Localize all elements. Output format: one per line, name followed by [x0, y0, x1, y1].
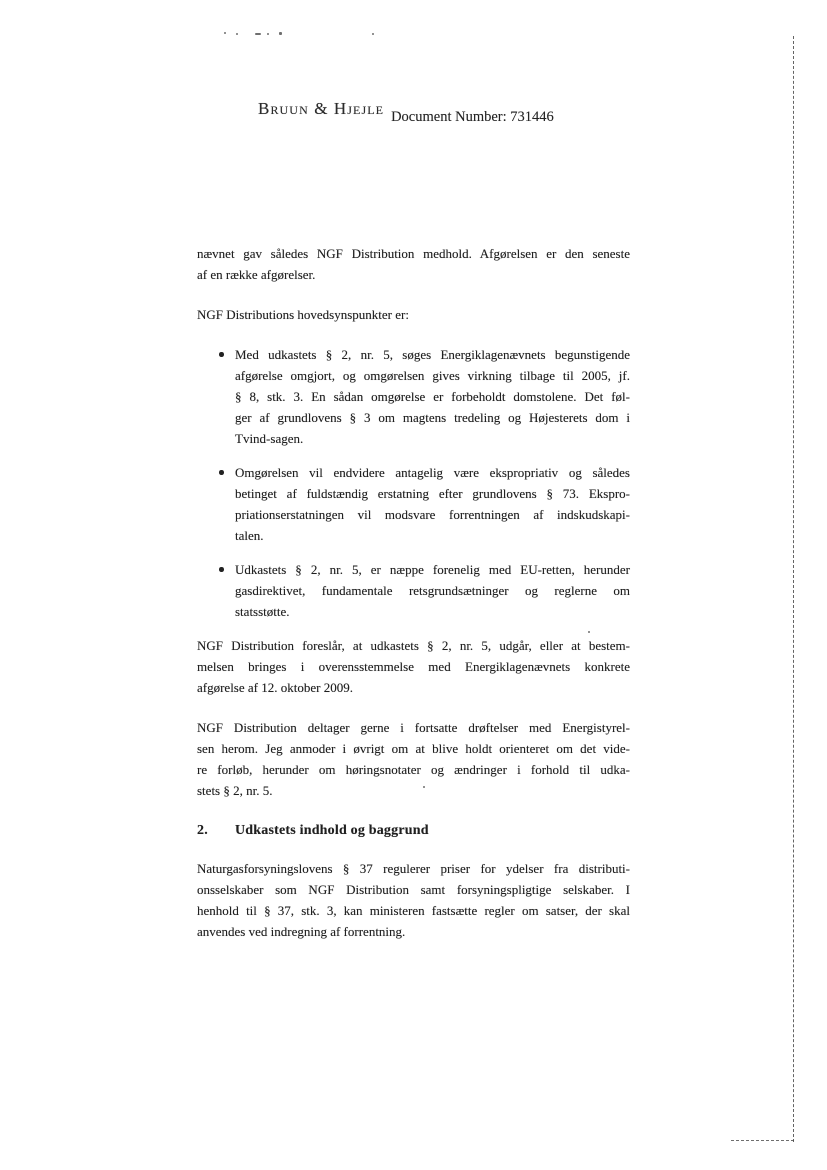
- text-line: NGF Distribution foreslår, at udkastets § 2, nr. 5, udgår, eller at bestem-: [197, 638, 630, 653]
- scan-speck: [236, 33, 238, 35]
- text-line: sen herom. Jeg anmoder i øvrigt om at blive holdt orienteret om det vide-: [197, 741, 630, 756]
- bullet-item: [197, 462, 630, 546]
- bullet-text: [235, 344, 630, 449]
- bullet-list: [197, 344, 630, 622]
- text-line: priationserstatningen vil modsvare forrentningen af indskudskapi-: [235, 507, 630, 522]
- text-line: afgørelse af 12. oktober 2009.: [197, 680, 353, 695]
- bullet-icon: [219, 470, 224, 475]
- text-line: Med udkastets § 2, nr. 5, søges Energiklagenævnets begunstigende: [235, 347, 630, 362]
- text-line: § 8, stk. 3. En sådan omgørelse er forbeholdt domstolene. Det føl-: [235, 389, 630, 404]
- text-line: Udkastets § 2, nr. 5, er næppe forenelig med EU-retten, herunder: [235, 562, 630, 577]
- bullet-item: [197, 559, 630, 622]
- scan-edge-horizontal-line: [731, 1140, 794, 1141]
- bullet-icon: [219, 352, 224, 357]
- text-line: stets § 2, nr. 5.: [197, 783, 273, 798]
- paragraph: [197, 858, 630, 942]
- text-line: af en række afgørelser.: [197, 267, 316, 282]
- scan-speck: [255, 33, 261, 35]
- scan-speck: [224, 32, 226, 34]
- text-line: Omgørelsen vil endvidere antagelig være ekspropriativ og således: [235, 465, 630, 480]
- bullet-item: [197, 344, 630, 449]
- text-line: Tvind-sagen.: [235, 431, 304, 446]
- scan-speck: [423, 786, 425, 788]
- section-title: Udkastets indhold og baggrund: [235, 823, 429, 838]
- scan-speck: [279, 32, 282, 35]
- document-number: Document Number: 731446: [391, 109, 554, 125]
- text-line: melsen bringes i overensstemmelse med Energiklagenævnets konkrete: [197, 659, 630, 674]
- letterhead: [258, 99, 554, 125]
- text-line: ger af grundlovens § 3 om magtens tredeling og Højesterets dom i: [235, 410, 630, 425]
- scan-edge-vertical-line: [793, 36, 794, 1142]
- section-number: 2.: [197, 823, 208, 838]
- text-line: NGF Distribution deltager gerne i fortsatte drøftelser med Energistyrel-: [197, 720, 630, 735]
- bullet-text: [235, 559, 630, 622]
- paragraph: [197, 717, 630, 801]
- bullet-text: [235, 462, 630, 546]
- text-line: betinget af fuldstændig erstatning efter grundlovens § 73. Ekspro-: [235, 486, 630, 501]
- scan-speck: [588, 631, 590, 633]
- scan-speck: [267, 33, 269, 35]
- text-line: afgørelse omgjort, og omgørelsen gives virkning tilbage til 2005, jf.: [235, 368, 630, 383]
- text-line: Naturgasforsyningslovens § 37 regulerer priser for ydelser fra distributi-: [197, 861, 630, 876]
- text-line: onsselskaber som NGF Distribution samt forsyningspligtige selskaber. I: [197, 882, 630, 897]
- text-line: re forløb, herunder om høringsnotater og ændringer i forhold til udka-: [197, 762, 630, 777]
- text-line: nævnet gav således NGF Distribution medhold. Afgørelsen er den seneste: [197, 246, 630, 261]
- text-line: anvendes ved indregning af forrentning.: [197, 924, 406, 939]
- firm-name: Bruun & Hjejle: [258, 99, 385, 118]
- paragraph: [197, 635, 630, 698]
- text-line: statsstøtte.: [235, 604, 290, 619]
- text-line: talen.: [235, 528, 264, 543]
- section-heading: [197, 820, 630, 841]
- paragraph: [197, 243, 630, 285]
- paragraph: [197, 304, 630, 325]
- bullet-icon: [219, 567, 224, 572]
- text-line: gasdirektivet, fundamentale retsgrundsætninger og reglerne om: [235, 583, 630, 598]
- scan-speck: [372, 33, 374, 35]
- text-line: henhold til § 37, stk. 3, kan ministeren fastsætte regler om satser, der skal: [197, 903, 630, 918]
- document-body: [197, 243, 630, 961]
- text-line: NGF Distributions hovedsynspunkter er:: [197, 307, 409, 322]
